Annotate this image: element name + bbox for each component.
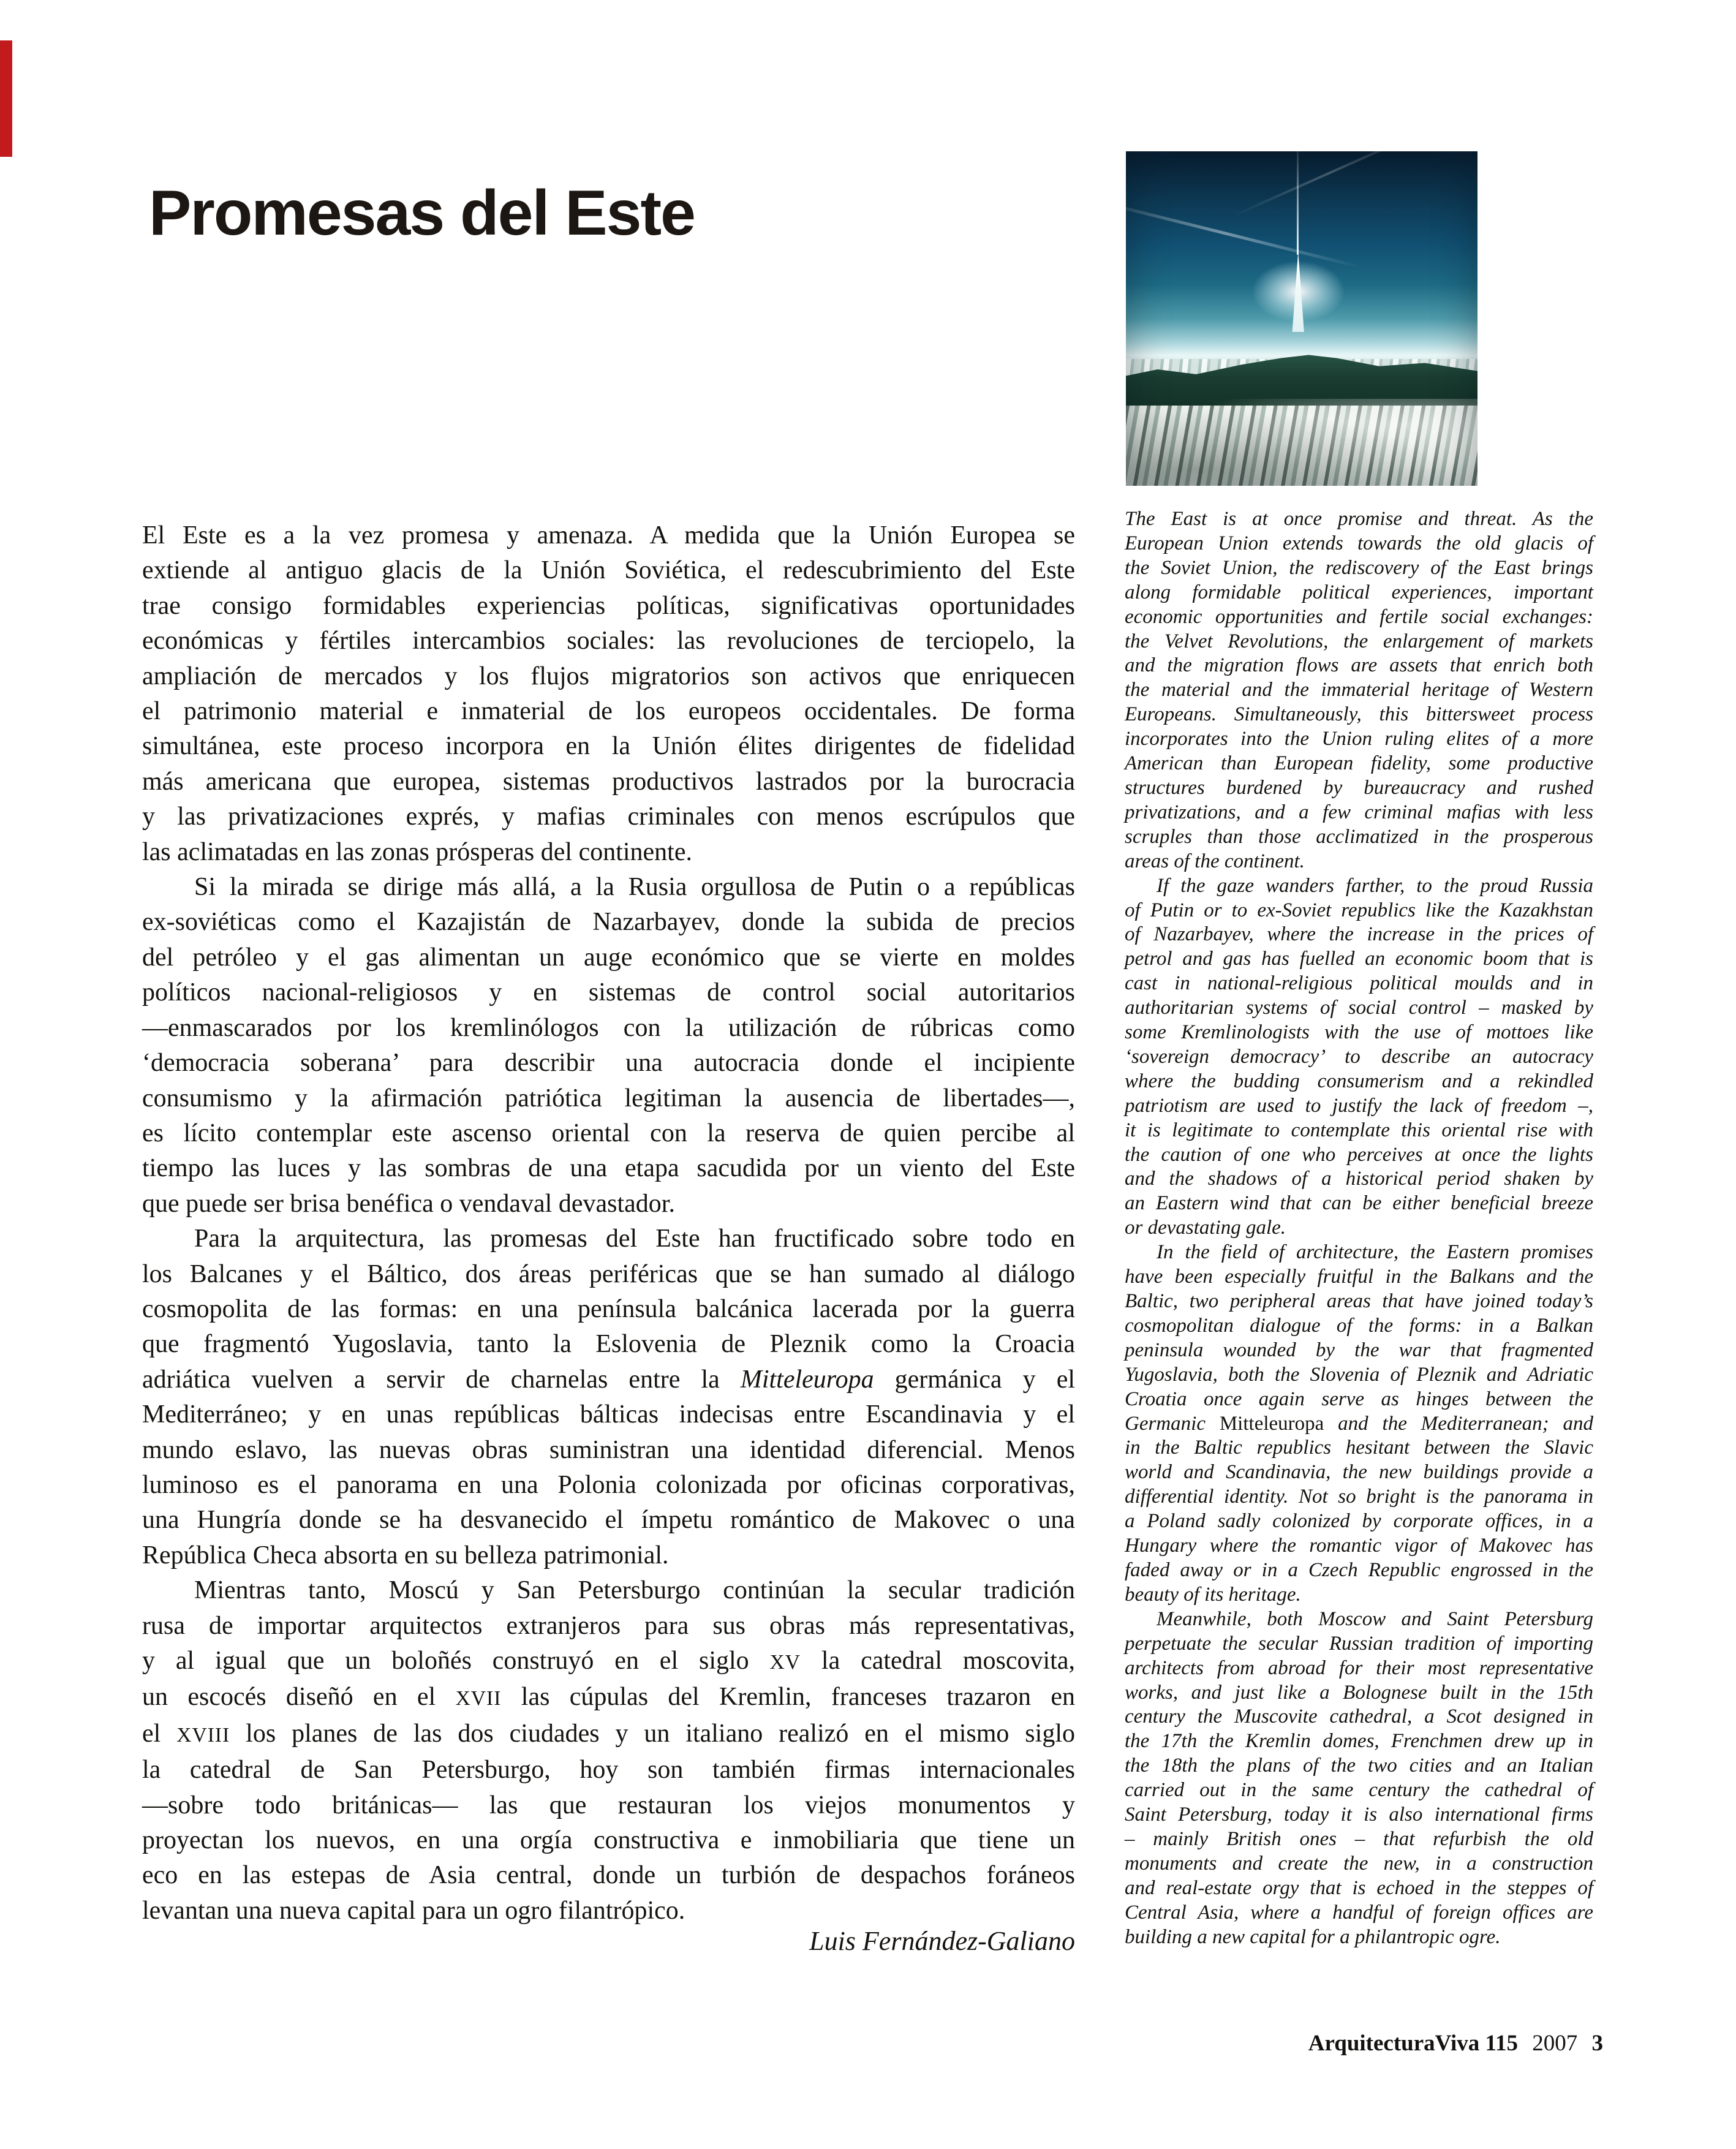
text-line: las aclimatadas en las zonas prósperas del continente. [142, 837, 692, 866]
text-line: ex-soviéticas como el Kazajistán de Nazarbayev, donde la subida de precios [142, 908, 1075, 937]
text-line: incorporates into the Union ruling elites of a more [1125, 728, 1593, 750]
text-line: Croatia once again serve as hinges between the [1125, 1388, 1593, 1410]
paragraph [142, 870, 1075, 1222]
text-line: que puede ser brisa benéfica o vendaval devastador. [142, 1189, 675, 1218]
text-line: The East is at once promise and threat. As the [1125, 508, 1593, 530]
text-line: scruples than those acclimatized in the prosperous [1125, 825, 1593, 848]
text-line: it is legitimate to contemplate this oriental rise with [1125, 1119, 1593, 1141]
text-line: of Nazarbayev, where the increase in the prices of [1125, 923, 1593, 946]
text-line: y al igual que un boloñés construyó en el siglo XV la catedral moscovita, [142, 1647, 1075, 1675]
text-line: Germanic Mitteleuropa and the Mediterranean; and [1125, 1412, 1594, 1435]
text-line: Mediterráneo; y en unas repúblicas bálticas indecisas entre Escandinavia y el [142, 1400, 1075, 1429]
text-line: Para la arquitectura, las promesas del Este han fructificado sobre todo en [194, 1225, 1075, 1253]
text-line: American than European fidelity, some productive [1125, 752, 1593, 775]
text-line: Central Asia, where a handful of foreign offices are [1125, 1901, 1593, 1924]
paragraph [1125, 1241, 1593, 1607]
text-line: have been especially fruitful in the Balkans and the [1125, 1266, 1593, 1288]
text-line: world and Scandinavia, the new buildings provide a [1125, 1461, 1593, 1484]
text-line: un escocés diseñó en el XVII las cúpulas del Kremlin, franceses trazaron en [142, 1683, 1075, 1712]
text-line: —enmascarados por los kremlinólogos con la utilización de rúbricas como [142, 1013, 1075, 1042]
text-line: es lícito contemplar este ascenso oriental con la reserva de quien percibe al [142, 1119, 1075, 1147]
text-line: – mainly British ones – that refurbish the old [1125, 1827, 1593, 1850]
text-line: el patrimonio material e inmaterial de los europeos occidentales. De forma [142, 697, 1075, 726]
text-line: some Kremlinologists with the use of mottoes like [1125, 1021, 1593, 1044]
text-line: of Putin or to ex-Soviet republics like the Kazakhstan [1125, 899, 1593, 921]
text-line: tiempo las luces y las sombras de una etapa sacudida por un viento del Este [142, 1154, 1075, 1183]
text-line: carried out in the same century the cathedral of [1125, 1779, 1593, 1802]
paragraph [1125, 874, 1593, 1241]
paragraph [142, 1573, 1075, 1928]
text-line: República Checa absorta en su belleza patrimonial. [142, 1541, 669, 1569]
text-line: the caution of one who perceives at once the lights [1125, 1143, 1593, 1166]
text-line: Yugoslavia, both the Slovenia of Pleznik and Adriatic [1125, 1363, 1593, 1386]
text-line: políticos nacional-religiosos y en sistemas de control social autoritarios [142, 978, 1075, 1007]
text-line: el XVIII los planes de las dos ciudades y un italiano realizó en el mismo siglo [142, 1719, 1075, 1748]
text-line: Hungary where the romantic vigor of Makovec has [1125, 1535, 1593, 1557]
text-line: along formidable political experiences, important [1125, 581, 1593, 603]
text-line: a Poland sadly colonized by corporate offices, in a [1125, 1510, 1593, 1533]
text-line: y las privatizaciones exprés, y mafias criminales con menos escrúpulos que [142, 803, 1075, 831]
text-line: beauty of its heritage. [1125, 1583, 1301, 1606]
text-line: que fragmentó Yugoslavia, tanto la Eslovenia de Pleznik como la Croacia [142, 1330, 1075, 1359]
text-line: the material and the immaterial heritage of Western [1125, 679, 1593, 701]
text-line: cosmopolitan dialogue of the forms: in a Balkan [1125, 1314, 1593, 1337]
text-line: rusa de importar arquitectos extranjeros para sus obras más representativas, [142, 1611, 1075, 1640]
page-title: Promesas del Este [149, 177, 695, 249]
text-line: century the Muscovite cathedral, a Scot designed in [1125, 1705, 1593, 1728]
text-line: cast in national-religious political moulds and in [1125, 972, 1593, 995]
text-line: the Soviet Union, the rediscovery of the East brings [1125, 556, 1593, 579]
footer-magazine-issue: ArquitecturaViva 115 [1308, 2031, 1518, 2056]
text-line: the 17th the Kremlin domes, Frenchmen drew up in [1125, 1730, 1593, 1753]
aerial-city-photo [1126, 151, 1477, 486]
text-line: or devastating gale. [1125, 1217, 1286, 1239]
text-line: adriática vuelven a servir de charnelas entre la Mitteleuropa germánica y el [142, 1365, 1076, 1394]
text-line: cosmopolita de las formas: en una península balcánica lacerada por la guerra [142, 1294, 1075, 1323]
text-line: areas of the continent. [1125, 850, 1305, 872]
paragraph [142, 1222, 1075, 1573]
text-line: perpetuate the secular Russian tradition of importing [1125, 1632, 1593, 1655]
text-line: Si la mirada se dirige más allá, a la Rusia orgullosa de Putin o a repúblicas [194, 873, 1075, 902]
text-line: más americana que europea, sistemas productivos lastrados por la burocracia [142, 767, 1075, 796]
text-line: peninsula wounded by the war that fragmented [1125, 1339, 1593, 1361]
photo-vignette [1126, 151, 1477, 486]
text-line: patriotism are used to justify the lack of freedom –, [1125, 1094, 1593, 1117]
text-line: monuments and create the new, in a construction [1125, 1852, 1593, 1875]
text-line: ampliación de mercados y los flujos migratorios son activos que enriquecen [142, 662, 1075, 690]
text-line: Europeans. Simultaneously, this bittersweet process [1125, 703, 1593, 726]
text-line: privatizations, and a few criminal mafias with less [1125, 801, 1593, 823]
text-line: petrol and gas has fuelled an economic boom that is [1125, 948, 1593, 970]
text-line: Meanwhile, both Moscow and Saint Petersburg [1157, 1607, 1593, 1630]
text-line: architects from abroad for their most representative [1125, 1656, 1593, 1679]
text-line: the Velvet Revolutions, the enlargement of markets [1125, 630, 1593, 652]
red-spine-mark [0, 40, 12, 157]
text-line: works, and just like a Bolognese built in the 15th [1125, 1681, 1593, 1704]
text-line: the 18th the plans of the two cities and an Italian [1125, 1754, 1593, 1777]
text-line: economic opportunities and fertile social exchanges: [1125, 605, 1593, 628]
text-line: proyectan los nuevos, en una orgía constructiva e inmobiliaria que tiene un [142, 1826, 1075, 1855]
text-line: an Eastern wind that can be either beneficial breeze [1125, 1192, 1593, 1215]
text-line: Baltic, two peripheral areas that have joined today’s [1125, 1290, 1593, 1312]
text-line: luminoso es el panorama en una Polonia colonizada por oficinas corporativas, [142, 1470, 1075, 1499]
footer-year: 2007 [1532, 2031, 1578, 2056]
text-line: la catedral de San Petersburgo, hoy son también firmas internacionales [142, 1756, 1075, 1785]
text-line: authoritarian systems of social control – masked by [1125, 997, 1593, 1019]
paragraph [142, 518, 1075, 870]
text-line: económicas y fértiles intercambios sociales: las revoluciones de terciopelo, la [142, 627, 1075, 655]
english-translation-column [1125, 507, 1593, 1949]
spanish-column [142, 518, 1075, 1928]
text-line: simultánea, este proceso incorpora en la Unión élites dirigentes de fidelidad [142, 732, 1075, 761]
text-line: levantan una nueva capital para un ogro filantrópico. [142, 1896, 685, 1925]
paragraph [1125, 507, 1593, 874]
text-line: European Union extends towards the old glacis of [1125, 532, 1593, 554]
text-line: building a new capital for a philantropic ogre. [1125, 1925, 1501, 1948]
text-line: trae consigo formidables experiencias políticas, significativas oportunidades [142, 591, 1075, 620]
text-line: del petróleo y el gas alimentan un auge económico que se vierte en moldes [142, 943, 1075, 972]
text-line: and real-estate orgy that is echoed in the steppes of [1125, 1876, 1593, 1899]
text-line: —sobre todo británicas— las que restauran los viejos monumentos y [142, 1791, 1075, 1819]
text-line: and the shadows of a historical period shaken by [1125, 1168, 1593, 1190]
text-line: where the budding consumerism and a rekindled [1125, 1070, 1593, 1092]
text-line: extiende al antiguo glacis de la Unión Soviética, el redescubrimiento del Este [142, 556, 1075, 585]
text-line: El Este es a la vez promesa y amenaza. A medida que la Unión Europea se [142, 521, 1075, 550]
text-line: differential identity. Not so bright is the panorama in [1125, 1486, 1593, 1508]
paragraph [1125, 1607, 1593, 1950]
text-line: in the Baltic republics hesitant between the Slavic [1125, 1437, 1593, 1459]
text-line: Mientras tanto, Moscú y San Petersburgo continúan la secular tradición [194, 1576, 1075, 1605]
text-line: structures burdened by bureaucracy and rushed [1125, 776, 1593, 799]
text-line: una Hungría donde se ha desvanecido el ímpetu romántico de Makovec o una [142, 1506, 1075, 1535]
text-line: In the field of architecture, the Eastern promises [1157, 1241, 1593, 1264]
text-line: Saint Petersburg, today it is also international firms [1125, 1803, 1593, 1826]
text-line: faded away or in a Czech Republic engrossed in the [1125, 1558, 1593, 1581]
text-line: consumismo y la afirmación patriótica legitiman la ausencia de libertades—, [142, 1084, 1075, 1112]
page-footer [1308, 2031, 1603, 2056]
footer-page-number: 3 [1591, 2031, 1603, 2056]
author-signature: Luis Fernández-Galiano [809, 1926, 1075, 1956]
text-line: eco en las estepas de Asia central, donde un turbión de despachos foráneos [142, 1861, 1075, 1890]
text-line: los Balcanes y el Báltico, dos áreas periféricas que se han sumado al diálogo [142, 1260, 1075, 1288]
text-line: ‘democracia soberana’ para describir una autocracia donde el incipiente [142, 1049, 1075, 1078]
text-line: ‘sovereign democracy’ to describe an autocracy [1125, 1045, 1593, 1068]
text-line: mundo eslavo, las nuevas obras suministran una identidad diferencial. Menos [142, 1435, 1075, 1464]
text-line: and the migration flows are assets that enrich both [1125, 654, 1593, 677]
text-line: If the gaze wanders farther, to the proud Russia [1157, 874, 1593, 897]
